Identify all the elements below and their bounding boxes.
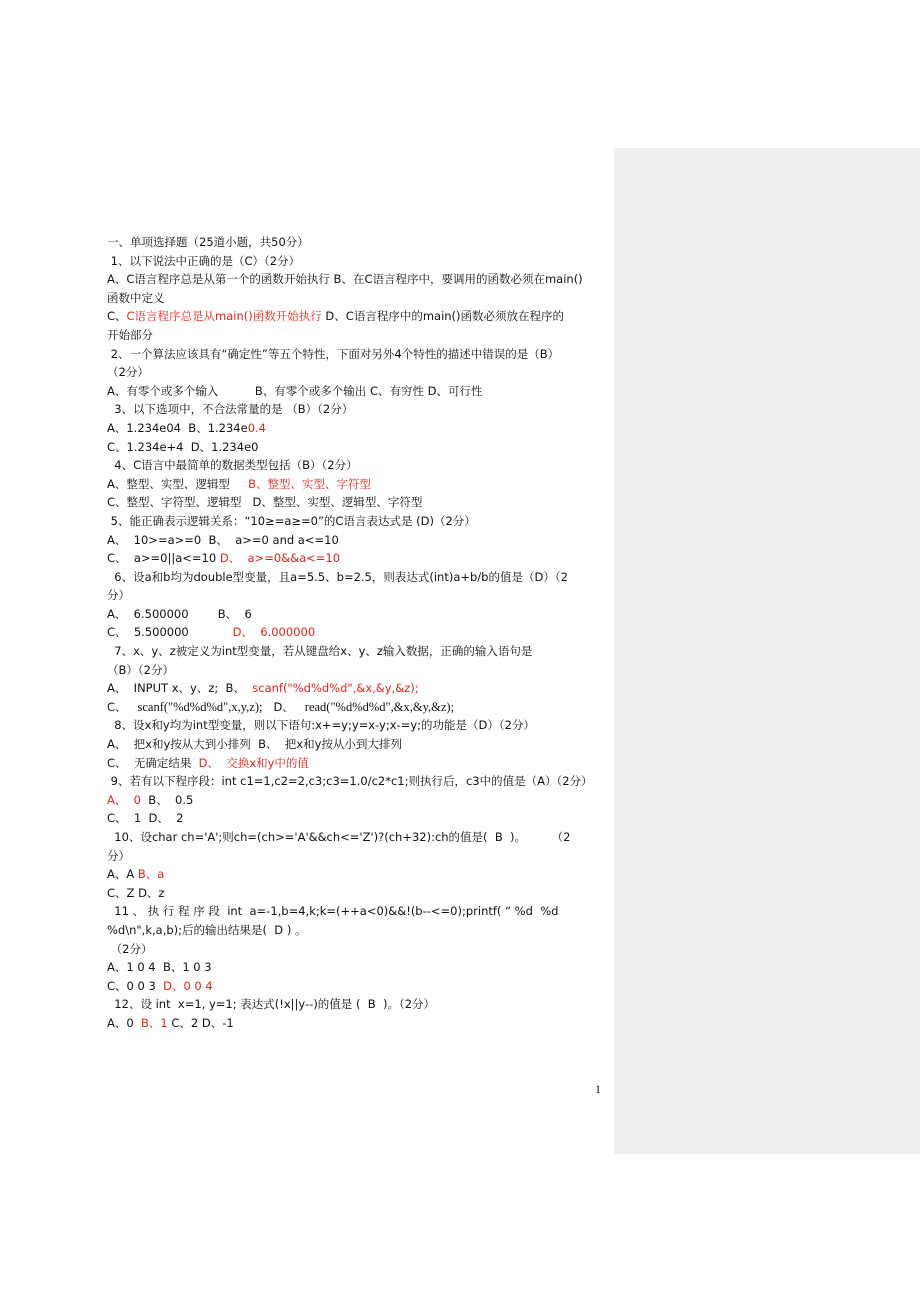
q6-stem: 6、设a和b均为double型变量，且a=5.5、b=2.5，则表达式(int)a+b/b的值是（D）（2 <box>107 569 568 584</box>
q4-option-a: A、整型、实型、逻辑型 <box>107 476 249 491</box>
q9-option-b: B、 0.5 <box>141 792 194 807</box>
q3-stem: 3、以下选项中，不合法常量的是 （B）（2分） <box>107 402 354 417</box>
q9-options-cd: C、 1 D、 2 <box>107 811 184 826</box>
q7-answer-b: scanf("%d%d%d",&x,&y,&z); <box>252 681 419 696</box>
q11-stem-cont: %d\n",k,a,b);后的输出结果是( D ) 。 <box>107 922 307 937</box>
section-title: 一、单项选择题（25道小题，共50分） <box>107 235 309 249</box>
q8-options-ab: A、 把x和y按从大到小排列 B、 把x和y按从小到大排列 <box>107 737 402 752</box>
document-body <box>107 233 609 1033</box>
q11-points: （2分） <box>107 941 153 956</box>
q1-stem: 1、以下说法中正确的是（C）（2分） <box>107 253 301 268</box>
q7-stem: 7、x、y、z被定义为int型变量，若从键盘给x、y、z输入数据，正确的输入语句是 <box>107 644 533 659</box>
q5-options-cd <box>107 549 609 568</box>
q3-options-ab-text: A、1.234e04 B、1.234e <box>107 420 248 435</box>
q11-options-ab: A、1 0 4 B、1 0 3 <box>107 960 212 975</box>
q12-answer-b: B、1 <box>141 1015 168 1030</box>
q8-answer-d: D、 交换x和y中的值 <box>198 755 309 770</box>
q8-stem: 8、设x和y均为int型变量，则以下语句:x+=y;y=x-y;x-=y;的功能是（D）（2分） <box>107 718 535 733</box>
q1-option-d: D、C语言程序中的main()函数必须放在程序的 <box>321 309 565 324</box>
q4-answer-b: B、整型、实型、字符型 <box>248 476 372 491</box>
q5-answer-d: D、 a>=0&&a<=10 <box>219 551 341 566</box>
comment-margin-pane <box>614 148 920 1154</box>
q10-options-cd: C、Z D、z <box>107 885 165 900</box>
q11-answer-d: D、0 0 4 <box>163 978 213 993</box>
q7-option-d-label: D、 <box>262 699 305 714</box>
q12-stem: 12、设 int x=1, y=1; 表达式(!x||y--)的值是 ( B )。（2分） <box>107 997 436 1012</box>
q11-options-cd <box>107 977 609 996</box>
q7-options-ab <box>107 679 609 698</box>
q6-stem-cont: 分） <box>107 588 130 603</box>
q11-stem: 11 、 执 行 程 序 段 int a=-1,b=4,k;k=(++a<0)&&!(b--<=0);printf( “ %d %d <box>107 904 559 919</box>
q5-options-ab: A、 10>=a>=0 B、 a>=0 and a<=10 <box>107 532 339 547</box>
q4-options-ab <box>107 475 609 494</box>
q2-stem: 2、一个算法应该具有“确定性”等五个特性，下面对另外4个特性的描述中错误的是（B） <box>107 346 560 361</box>
q4-options-cd: C、整型、字符型、逻辑型 D、整型、实型、逻辑型、字符型 <box>107 495 423 510</box>
q11-option-c: C、0 0 3 <box>107 978 164 993</box>
q7-option-a: A、 INPUT x、y、z; B、 <box>107 681 253 696</box>
q3-options-cd: C、1.234e+4 D、1.234e0 <box>107 439 259 454</box>
q12-option-a: A、0 <box>107 1015 141 1030</box>
q10-answer-b: B、a <box>137 867 165 882</box>
q2-options: A、有零个或多个输入 B、有零个或多个输出 C、有穷性 D、可行性 <box>107 383 483 398</box>
q9-options-ab <box>107 791 609 810</box>
q9-stem: 9、若有以下程序段：int c1=1,c2=2,c3;c3=1.0/c2*c1;则执行后，c3中的值是（A）（2分） <box>107 774 593 789</box>
q10-options-ab <box>107 865 609 884</box>
q1-option-d-cont: 开始部分 <box>107 327 153 342</box>
q9-answer-a: A、 0 <box>107 792 141 807</box>
q6-answer-d: D、 6.000000 <box>232 625 316 640</box>
q5-option-c: C、 a>=0||a<=10 <box>107 551 220 566</box>
q1-options-cd <box>107 307 609 326</box>
q8-option-c: C、 无确定结果 <box>107 755 199 770</box>
q7-options-cd <box>107 698 609 717</box>
q10-option-a: A、A <box>107 867 138 882</box>
q12-options <box>107 1014 609 1033</box>
q1-options-ab: A、C语言程序总是从第一个的函数开始执行 B、在C语言程序中，要调用的函数必须在main() <box>107 272 583 287</box>
q7-option-c: scanf("%d%d%d",x,y,z); <box>137 699 263 714</box>
q1-option-c-label: C、 <box>107 309 127 324</box>
q10-stem: 10、设char ch='A';则ch=(ch>='A'&&ch<='Z')?(ch+32):ch的值是( B )。 （2 <box>107 830 571 844</box>
q7-option-d: read("%d%d%d",&x,&y,&z); <box>304 699 455 714</box>
q3-answer-b: 0.4 <box>247 420 266 435</box>
q5-stem: 5、能正确表示逻辑关系：“10≥=a≥=0”的C语言表达式是 (D)（2分） <box>107 513 476 528</box>
q10-stem-cont: 分） <box>107 848 130 863</box>
q1-options-ab-cont: 函数中定义 <box>107 290 165 305</box>
q1-answer-c: C语言程序总是从main()函数开始执行 <box>126 309 322 324</box>
q8-options-cd <box>107 754 609 773</box>
q2-stem-cont: （2分） <box>107 365 149 380</box>
q6-options-ab: A、 6.500000 B、 6 <box>107 606 252 621</box>
q6-option-c: C、 5.500000 <box>107 625 233 640</box>
q6-options-cd <box>107 623 609 642</box>
q4-stem: 4、C语言中最简单的数据类型包括（B）（2分） <box>107 458 358 473</box>
q7-stem-cont: （B）（2分） <box>107 662 174 677</box>
q7-option-c-label: C、 <box>107 699 138 714</box>
q12-option-cd: C、2 D、-1 <box>167 1015 234 1030</box>
page-number: 1 <box>595 1082 601 1096</box>
q3-options-ab <box>107 419 609 438</box>
